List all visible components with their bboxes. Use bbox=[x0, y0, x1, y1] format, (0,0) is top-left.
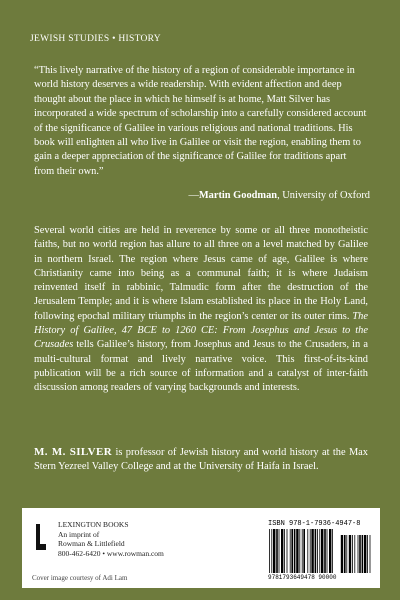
barcode-bar bbox=[269, 529, 270, 573]
description-part1: Several world cities are held in reverence by some or all three monotheistic faiths, but no world region has allure to all three on a level matched by Galilee in northern Israel. The region where Jesus came of age, Galilee is where Christianity came into being as a communal faith; it is where Judaism reinvented itself in rabbinic, Talmudic form after the destruction of the Jerusalem Temple; and it is where Islam established its place in the Holy Land, following epochal military triumphs in the region’s center or its outer rims. bbox=[34, 225, 368, 322]
quote-attribution bbox=[188, 190, 370, 201]
barcode-number: 9781793649478 bbox=[268, 574, 315, 581]
price-barcode-bar bbox=[346, 535, 347, 573]
category-label: JEWISH STUDIES • HISTORY bbox=[30, 34, 161, 44]
isbn-barcode bbox=[268, 520, 372, 584]
barcode-bar bbox=[303, 529, 305, 573]
price-barcode-bar bbox=[354, 535, 355, 573]
price-barcode-bar bbox=[344, 535, 346, 573]
barcode-bar bbox=[294, 529, 296, 573]
book-title: The History of Galilee, 47 BCE to 1260 CE: From Josephus and Jesus to the Crusades bbox=[34, 310, 368, 351]
barcode-bar bbox=[284, 529, 285, 573]
publisher-imprint: An imprint of bbox=[58, 529, 100, 539]
price-barcode-bar bbox=[370, 535, 371, 573]
barcode-bar bbox=[321, 529, 323, 573]
lexington-books-logo-icon bbox=[34, 522, 48, 552]
barcode-bar bbox=[332, 529, 333, 573]
barcode-bar bbox=[327, 529, 328, 573]
barcode-bar bbox=[299, 529, 300, 573]
barcode-bar bbox=[291, 529, 293, 573]
publisher-footer bbox=[22, 508, 380, 588]
publisher-name: LEXINGTON BOOKS bbox=[58, 520, 129, 529]
barcode-bar bbox=[273, 529, 275, 573]
attribution-author: Martin Goodman bbox=[198, 190, 278, 201]
endorsement-quote: “This lively narrative of the history of a region of considerable importance in world history deserves a wide readership. With evident affection and deep thought about the place in which he himself is at home, Matt Silver has incorporated a wide spectrum of scholarship into a carefully considered account of the significance of Galilee in various religious and national traditions. His book will enlighten all who live in Galilee or visit the region, enabling them to gain a deeper appreciation of the significance of Galilee for traditions apart from their own.” bbox=[34, 65, 367, 177]
price-barcode-bar bbox=[341, 535, 343, 573]
barcode-graphic bbox=[268, 529, 372, 573]
attribution-dash: — bbox=[188, 190, 199, 201]
description-part2: tells Galilee’s history, from Josephus and Jesus to the Crusaders, in a multi-cultural format and lively narrative voice. This first-of-its-kind publication will be a rich source of information and a catalyst of inter-faith discussion among readers of varying backgrounds and interests. bbox=[34, 339, 368, 394]
publisher-contact: 800-462-6420 • www.rowman.com bbox=[58, 548, 164, 558]
author-name: M. M. SILVER bbox=[34, 446, 113, 458]
barcode-bar bbox=[290, 529, 291, 573]
price-barcode-bar bbox=[358, 535, 359, 573]
isbn-label: ISBN 978-1-7936-4947-8 bbox=[268, 520, 361, 528]
barcode-bar bbox=[281, 529, 283, 573]
barcode-bar bbox=[310, 529, 311, 573]
barcode-bar bbox=[311, 529, 313, 573]
price-barcode-bar bbox=[362, 535, 364, 573]
cover-image-credit: Cover image courtesy of Adi Lam bbox=[32, 574, 128, 582]
price-barcode-bar bbox=[349, 535, 351, 573]
barcode-bar bbox=[307, 529, 308, 573]
attribution-affiliation: , University of Oxford bbox=[277, 190, 370, 201]
barcode-bar bbox=[329, 529, 331, 573]
barcode-bar bbox=[279, 529, 280, 573]
book-description bbox=[34, 224, 368, 396]
price-barcode-bar bbox=[367, 535, 368, 573]
barcode-bar bbox=[271, 529, 272, 573]
barcode-bar bbox=[302, 529, 303, 573]
price-code: 90000 bbox=[318, 574, 337, 581]
price-barcode-bar bbox=[352, 535, 353, 573]
barcode-bar bbox=[319, 529, 320, 573]
publisher-info bbox=[58, 520, 164, 558]
barcode-bar bbox=[296, 529, 298, 573]
price-barcode-bar bbox=[359, 535, 361, 573]
barcode-bar bbox=[287, 529, 288, 573]
barcode-digits bbox=[268, 574, 336, 581]
barcode-bar bbox=[324, 529, 326, 573]
author-bio bbox=[34, 445, 368, 475]
barcode-bar bbox=[317, 529, 318, 573]
price-barcode-bar bbox=[364, 535, 366, 573]
barcode-bar bbox=[276, 529, 278, 573]
publisher-parent: Rowman & Littlefield bbox=[58, 539, 125, 548]
barcode-bar bbox=[315, 529, 317, 573]
author-bio-text: is professor of Jewish history and world history at the Max Stern Yezreel Valley College and at the University of Haifa in Israel. bbox=[34, 447, 368, 473]
